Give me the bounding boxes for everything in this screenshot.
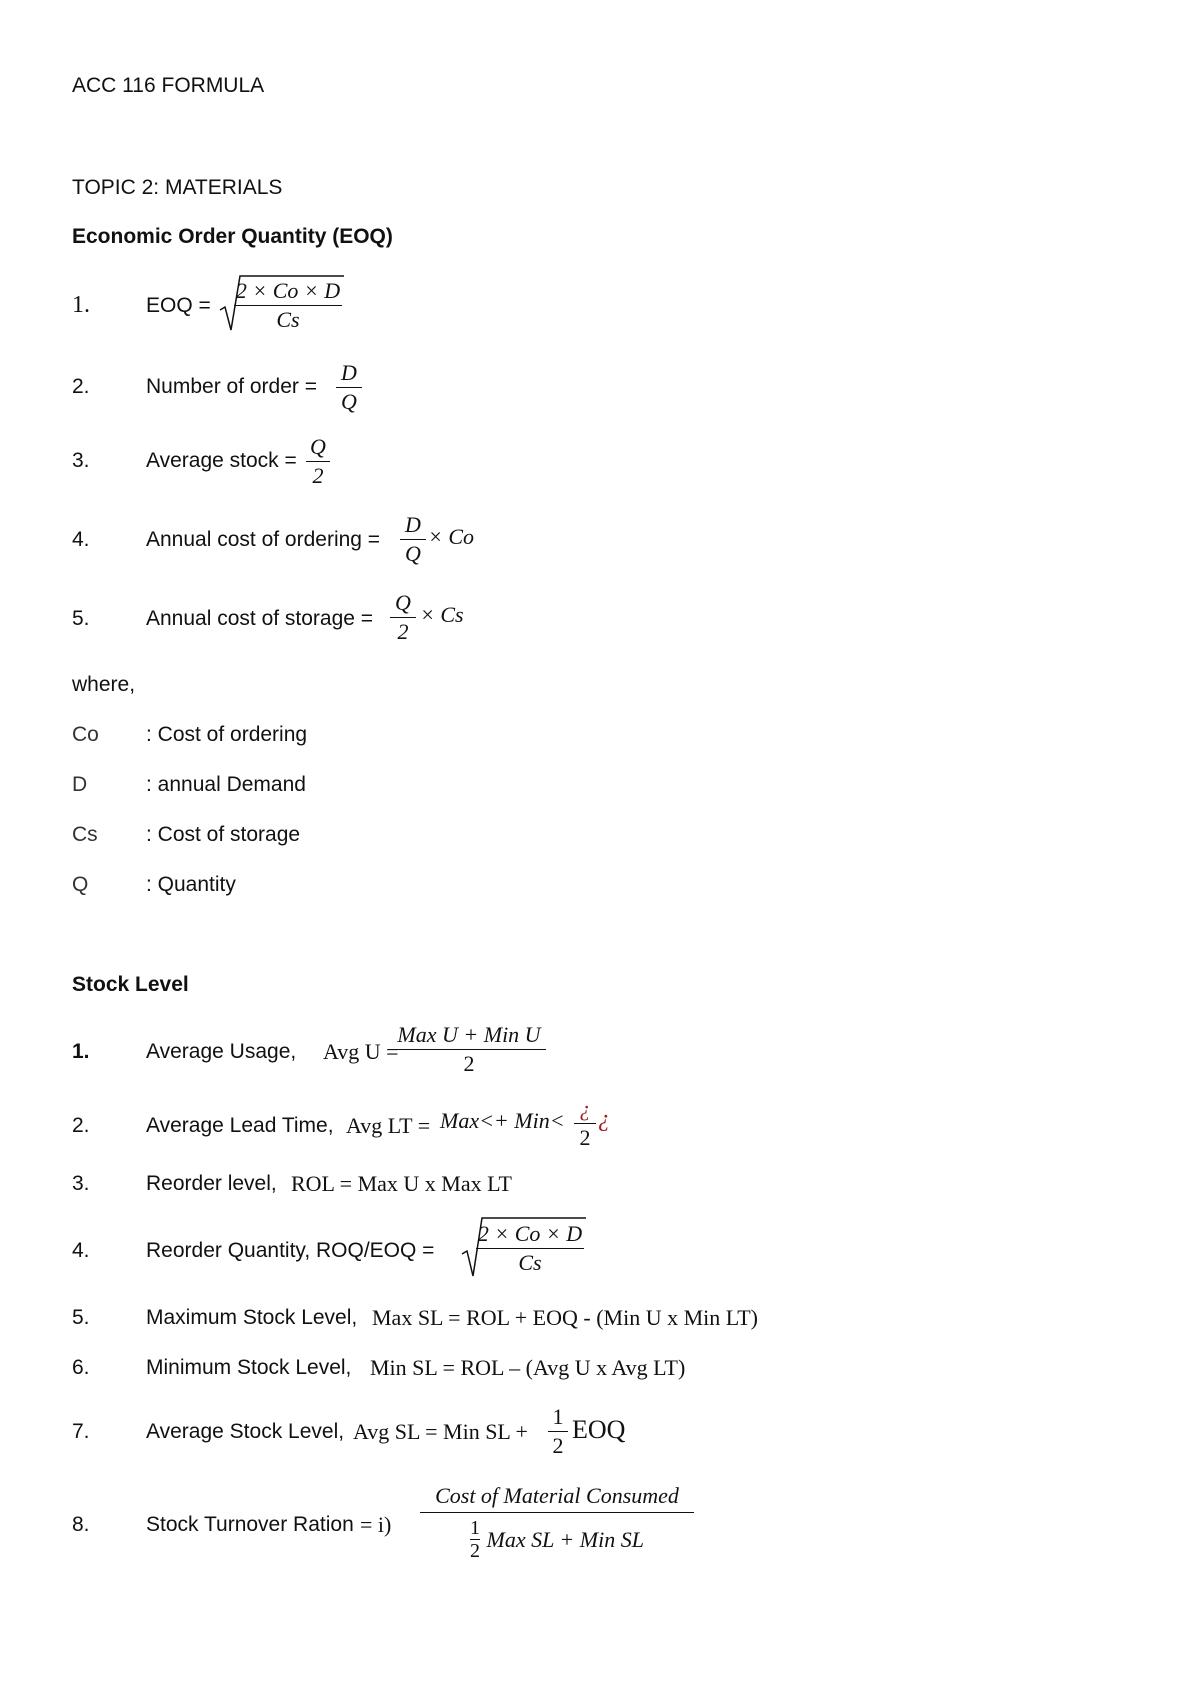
stock-item-7-label: Average Stock Level, [146,1420,345,1443]
average-stock-level-fraction: 1 2 [548,1404,568,1459]
average-lead-time-expression: Max<+ Min< [440,1108,565,1133]
eoq-item-2-label: Number of order = [146,375,317,398]
definition-desc: : Quantity [146,873,236,896]
stock-item-5-label: Maximum Stock Level, [146,1306,358,1329]
stock-item-6-label: Minimum Stock Level, [146,1356,352,1379]
number-of-order-fraction: D Q [336,360,362,415]
average-lead-time-fraction: ¿ 2 [574,1096,596,1151]
stock-item-6-formula: Min SL = ROL – (Avg U x Avg LT) [370,1355,686,1380]
average-stock-level-eoq: EOQ [572,1415,626,1444]
eoq-item-3-number: 3. [72,449,90,472]
stock-item-1-number: 1. [72,1040,90,1063]
definition-desc: : annual Demand [146,773,306,796]
where-label: where, [72,673,136,696]
eoq-item-4-number: 4. [72,528,90,551]
eoq-heading: Economic Order Quantity (EOQ) [72,225,393,248]
average-lead-time-tail: ¿ [598,1106,610,1132]
stock-item-4-formula-label: ROQ/EOQ = [316,1239,435,1262]
eoq-item-1-number: 1. [72,292,90,318]
stock-item-5-formula: Max SL = ROL + EOQ - (Min U x Min LT) [372,1305,758,1330]
stock-item-7-formula-label: Avg SL = Min SL + [353,1419,528,1444]
stock-item-8-formula-label: = i) [360,1512,392,1537]
eoq-item-5-number: 5. [72,607,90,630]
average-usage-fraction: Max U + Min U 2 [392,1022,546,1077]
eoq-item-5-label: Annual cost of storage = [146,607,374,630]
definition-desc: : Cost of ordering [146,723,308,746]
stock-item-6-number: 6. [72,1356,90,1379]
topic-heading: TOPIC 2: MATERIALS [72,176,283,199]
stock-turnover-half-num: 1 [470,1517,481,1539]
definition-symbol: Co [72,723,99,746]
annual-ordering-fraction: D Q [400,512,426,567]
eoq-item-4-label: Annual cost of ordering = [146,528,381,551]
stock-item-4-label: Reorder Quantity, [146,1239,311,1262]
definition-symbol: Cs [72,823,98,846]
stock-item-3-formula: ROL = Max U x Max LT [291,1171,512,1196]
stock-item-3-label: Reorder level, [146,1172,277,1195]
annual-storage-fraction: Q 2 [390,590,416,645]
eoq-formula-fraction: 2 × Co × D Cs [235,278,341,332]
average-stock-fraction: Q 2 [306,434,330,489]
eoq-item-2-number: 2. [72,375,90,398]
stock-item-2-label: Average Lead Time, [146,1114,334,1137]
stock-turnover-fraction [420,1482,694,1562]
definition-desc: : Cost of storage [146,823,301,846]
annual-ordering-multiplier: × Co [428,524,475,549]
annual-storage-multiplier: × Cs [420,602,464,627]
stock-item-8-label: Stock Turnover Ration [146,1513,354,1536]
stock-item-2-formula-label: Avg LT = [346,1113,431,1138]
stock-turnover-half-den: 2 [470,1540,481,1562]
definition-symbol: Q [72,873,89,896]
stock-level-heading: Stock Level [72,973,189,996]
document-title: ACC 116 FORMULA [72,74,265,97]
stock-item-1-label: Average Usage, [146,1040,297,1063]
stock-item-7-number: 7. [72,1420,90,1443]
definition-symbol: D [72,773,88,796]
stock-item-5-number: 5. [72,1306,90,1329]
stock-item-3-number: 3. [72,1172,90,1195]
reorder-quantity-fraction: 2 × Co × D Cs [477,1221,583,1275]
stock-item-4-number: 4. [72,1239,90,1262]
stock-turnover-denominator: Max SL + Min SL [486,1526,644,1552]
stock-item-2-number: 2. [72,1114,90,1137]
eoq-item-3-label: Average stock = [146,449,297,472]
stock-turnover-numerator: Cost of Material Consumed [435,1483,679,1508]
stock-item-8-number: 8. [72,1513,90,1536]
stock-item-1-formula-label: Avg U = [323,1039,399,1064]
eoq-item-1-label: EOQ = [146,294,211,317]
